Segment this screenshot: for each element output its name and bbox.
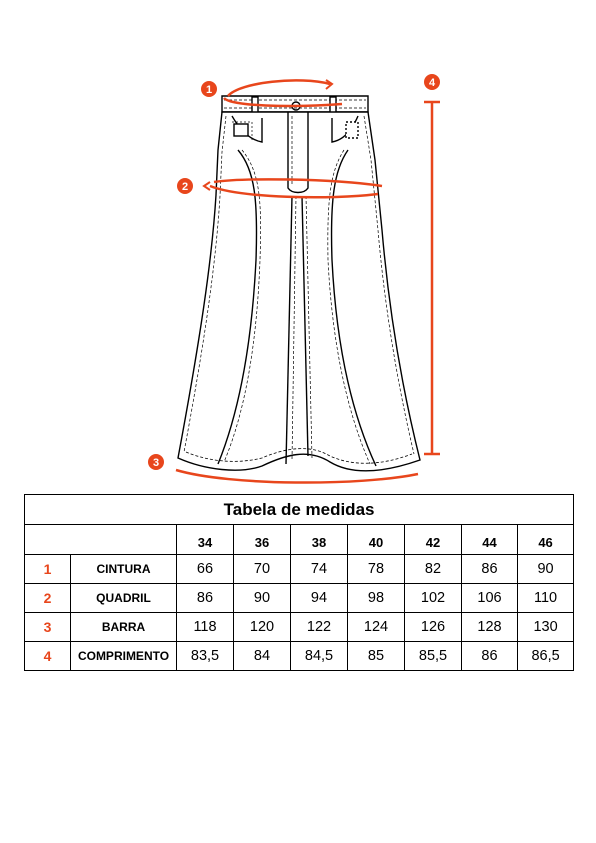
table-cell: 86 [462, 642, 518, 671]
row-number: 1 [25, 555, 71, 584]
table-title-row [25, 495, 574, 525]
table-title: Tabela de medidas [25, 495, 574, 525]
table-cell: 110 [518, 584, 574, 613]
table-cell: 86 [177, 584, 234, 613]
table-cell: 82 [405, 555, 462, 584]
size-header: 38 [291, 525, 348, 555]
table-cell: 85 [348, 642, 405, 671]
table-cell: 130 [518, 613, 574, 642]
table-cell: 98 [348, 584, 405, 613]
table-cell: 102 [405, 584, 462, 613]
table-cell: 84 [234, 642, 291, 671]
header-blank-cell [25, 525, 177, 555]
row-label: QUADRIL [71, 584, 177, 613]
row-label: CINTURA [71, 555, 177, 584]
svg-text:2: 2 [181, 181, 189, 193]
table-cell: 124 [348, 613, 405, 642]
table-cell: 106 [462, 584, 518, 613]
size-table [24, 494, 574, 671]
table-row [25, 584, 574, 613]
table-cell: 86 [462, 555, 518, 584]
size-header: 46 [518, 525, 574, 555]
table-cell: 126 [405, 613, 462, 642]
size-header: 44 [462, 525, 518, 555]
row-number: 4 [25, 642, 71, 671]
table-cell: 74 [291, 555, 348, 584]
marker-4 [424, 74, 440, 90]
row-number: 3 [25, 613, 71, 642]
table-cell: 94 [291, 584, 348, 613]
table-cell: 78 [348, 555, 405, 584]
skirt-drawing [178, 96, 420, 471]
table-cell: 85,5 [405, 642, 462, 671]
table-row [25, 555, 574, 584]
row-number: 2 [25, 584, 71, 613]
table-cell: 66 [177, 555, 234, 584]
table-cell: 86,5 [518, 642, 574, 671]
row-label: COMPRIMENTO [71, 642, 177, 671]
size-header: 36 [234, 525, 291, 555]
svg-text:3: 3 [152, 457, 160, 469]
row-label: BARRA [71, 613, 177, 642]
table-cell: 84,5 [291, 642, 348, 671]
table-cell: 120 [234, 613, 291, 642]
size-header: 42 [405, 525, 462, 555]
table-cell: 70 [234, 555, 291, 584]
svg-text:4: 4 [428, 77, 436, 89]
marker-2 [177, 178, 193, 194]
size-header-row [25, 525, 574, 555]
marker-1 [201, 81, 217, 97]
size-header: 34 [177, 525, 234, 555]
marker-3 [148, 454, 164, 470]
svg-text:1: 1 [205, 84, 213, 96]
table-cell: 90 [234, 584, 291, 613]
table-row [25, 613, 574, 642]
table-cell: 122 [291, 613, 348, 642]
table-cell: 128 [462, 613, 518, 642]
table-cell: 118 [177, 613, 234, 642]
size-header: 40 [348, 525, 405, 555]
table-cell: 90 [518, 555, 574, 584]
table-cell: 83,5 [177, 642, 234, 671]
table-row [25, 642, 574, 671]
